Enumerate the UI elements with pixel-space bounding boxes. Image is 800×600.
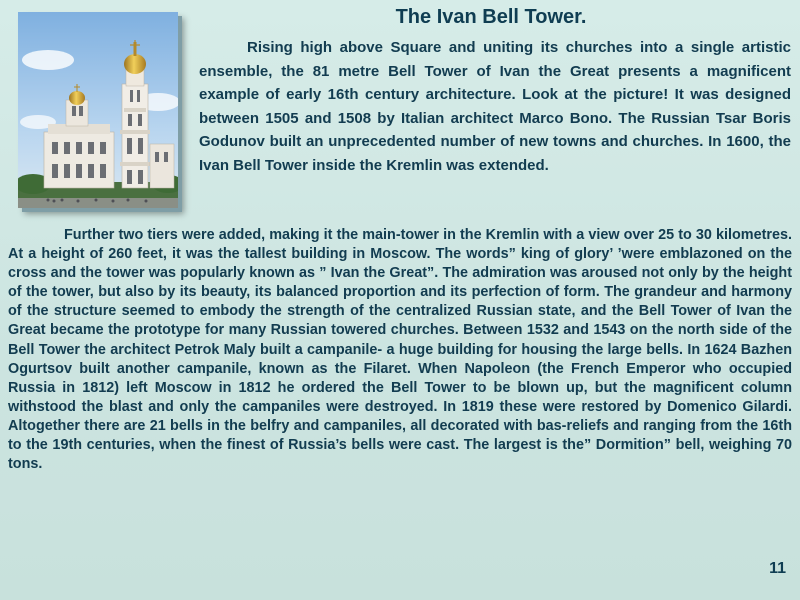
bell-tower-photo xyxy=(18,12,178,208)
intro-paragraph: Rising high above Square and uniting its churches into a single artistic ensemble, the 81 metre Bell Tower of Ivan the Great presents a magnificent example of early 16th century architecture. Look at the picture! It was designed between 1505 and 1508 by Italian architect Marco Bono. The Russian Tsar Boris Godunov built an unprecedented number of new towns and churches. In 1600, the Ivan Bell Tower inside the Kremlin was extended. xyxy=(199,39,791,174)
page-number: 11 xyxy=(769,560,786,577)
bell-tower-illustration-icon xyxy=(18,12,178,208)
body-paragraph: Further two tiers were added, making it the main-tower in the Kremlin with a view over 25 to 30 kilometres. At a height of 260 feet, it was the tallest building in Moscow. The words” king of glory’ ’were emblazoned on the cross and the tower was popularly known as ” Ivan the Great”. The admiration was aroused not only by the height of the tower, but also by its beauty, its balanced proportion and its perfection of form. The grandeur and harmony of the structure seemed to embody the strength of the centralized Russian state, and the Bell Tower of Ivan the Great became the prototype for many Russian towered churches. Between 1532 and 1543 on the north side of the Bell Tower the architect Petrok Maly built a campanile- a huge building for housing the large bells. In 1624 Bazhen Ogurtsov built another campanile, known as the Filaret. When Napoleon (the French Emperor who occupied Russia in 1812) left Moscow in 1812 he ordered the Bell Tower to be blown up, but the magnificent column withstood the blast and only the campaniles were destroyed. In 1819 these were restored by Domenico Gilardi. Altogether there are 21 bells in the belfry and campaniles, all decorated with bas-reliefs and ranging from the 16th to the 19th centuries, when the finest of Russia’s bells were cast. The largest is the” Dormition” bell, weighing 70 tons. xyxy=(8,227,792,473)
page-title: The Ivan Bell Tower. xyxy=(395,6,587,28)
